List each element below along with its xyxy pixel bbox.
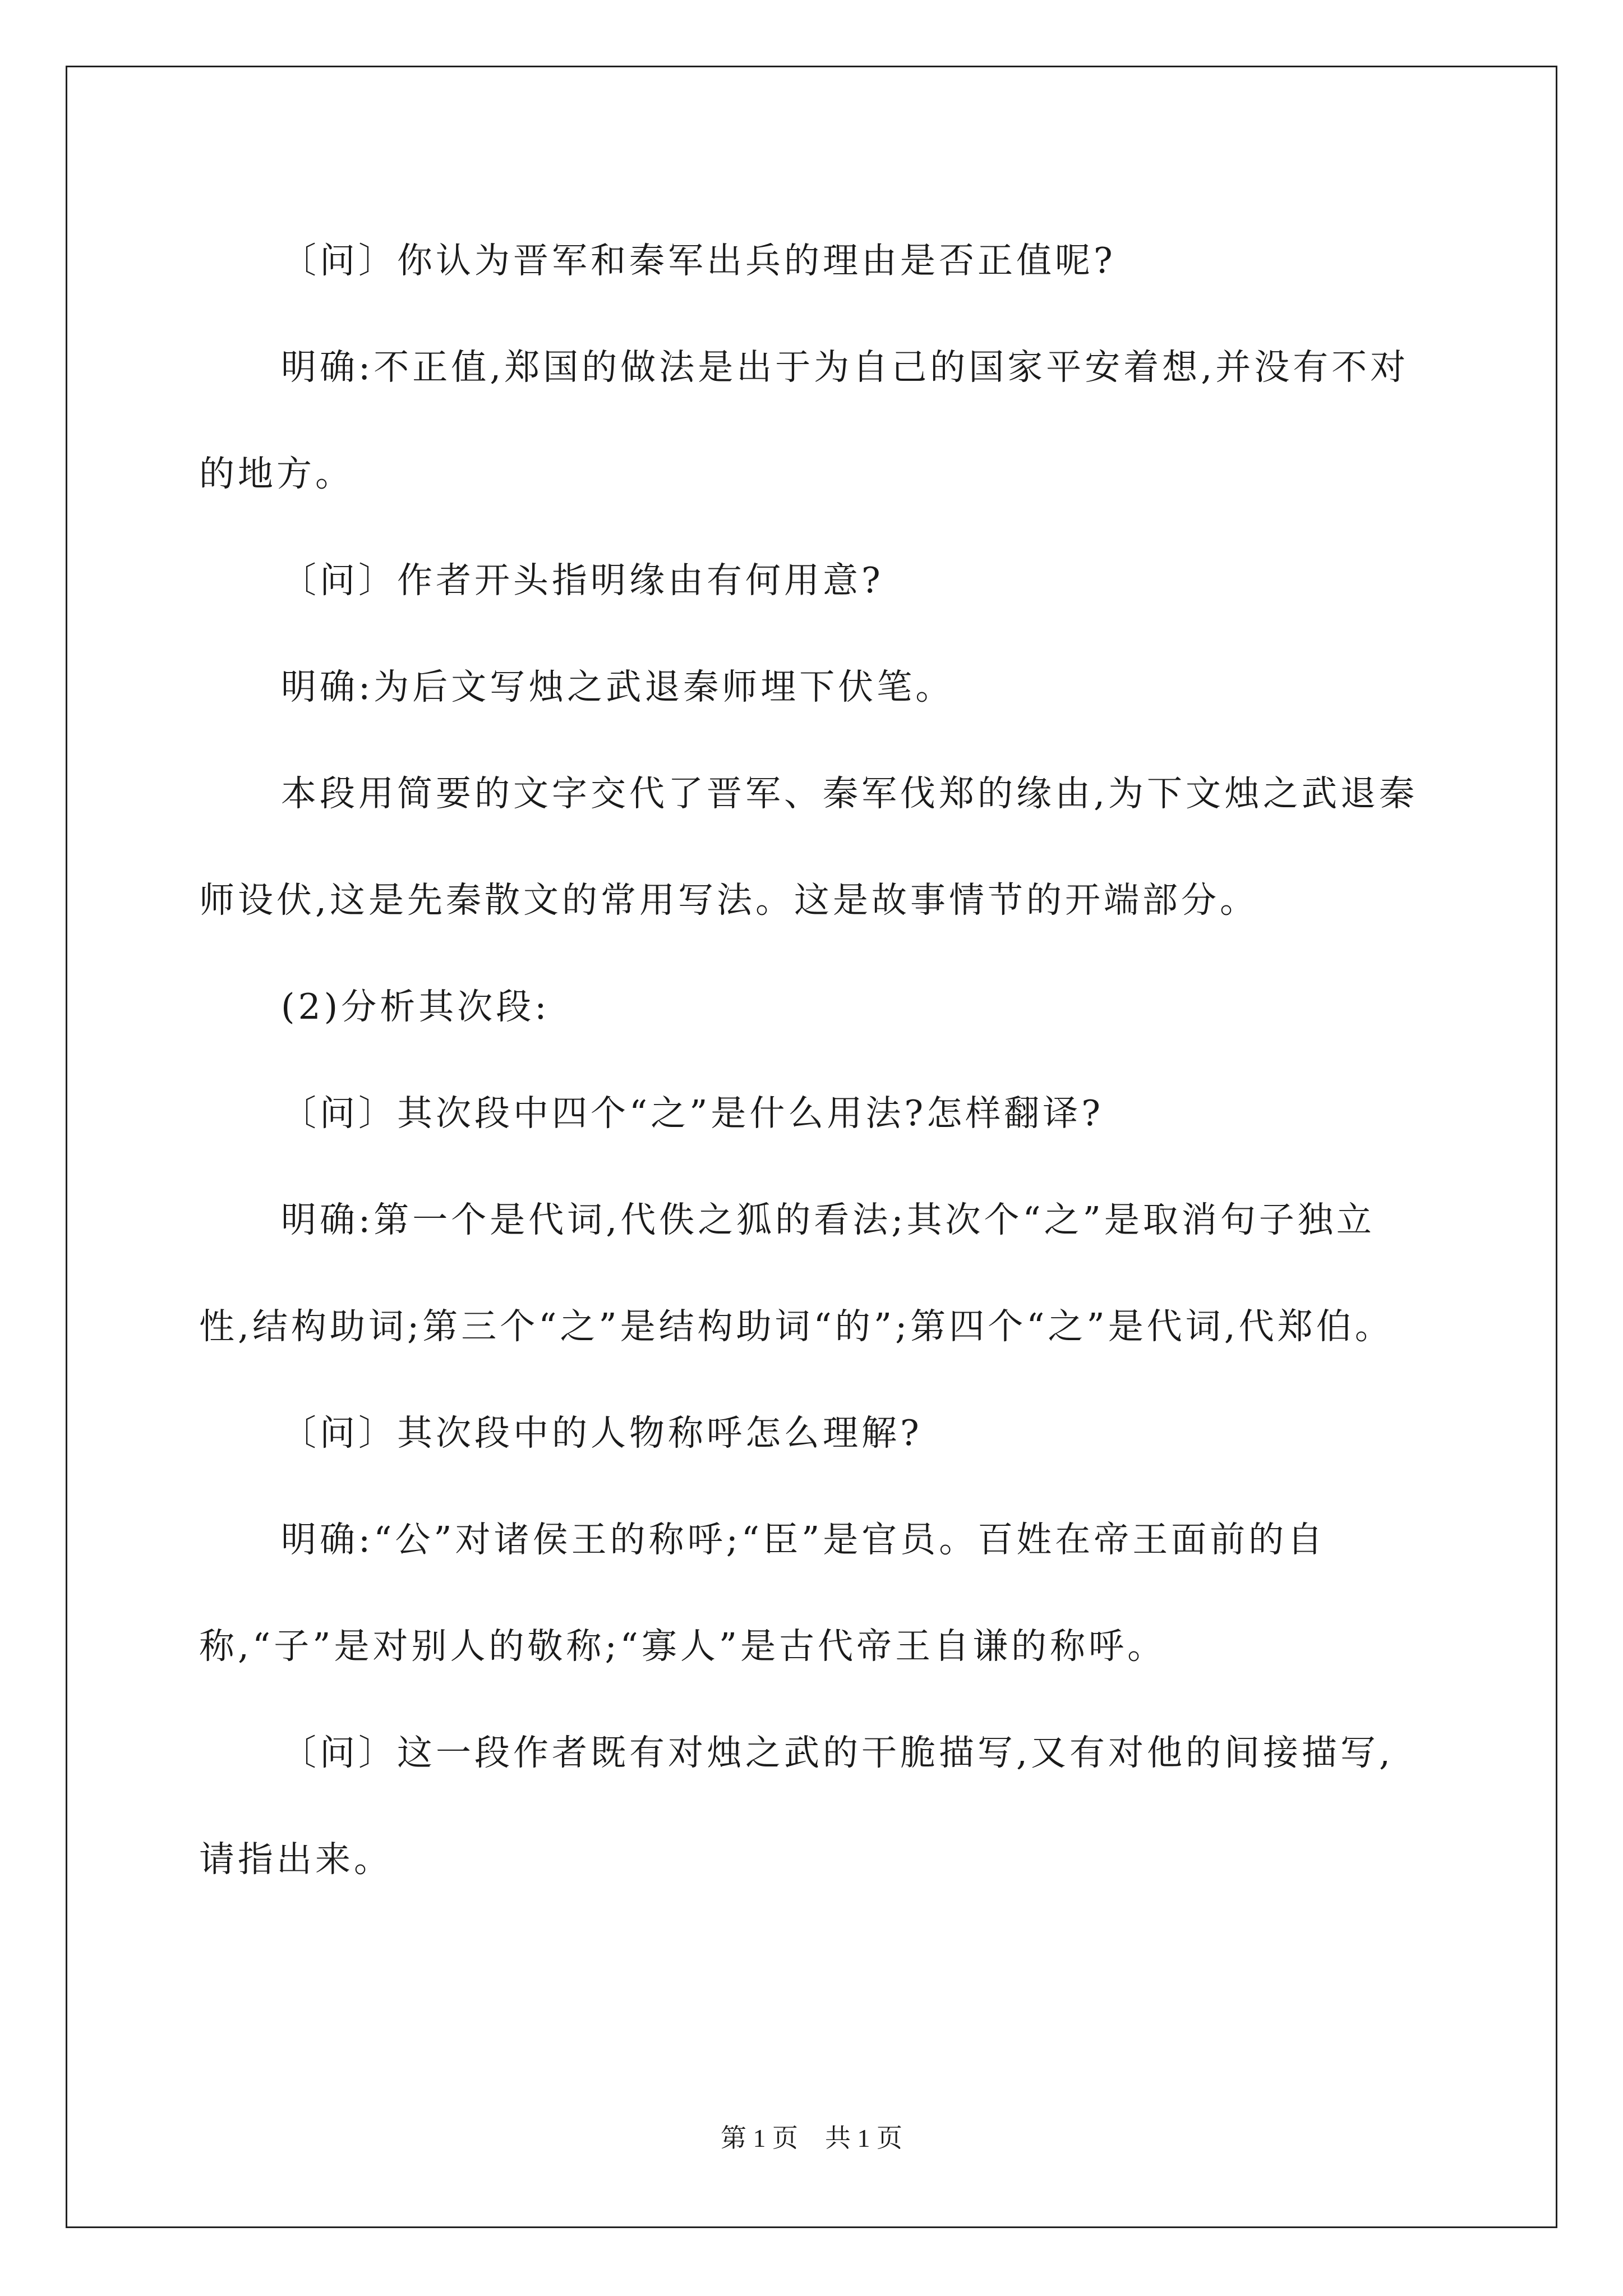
section-heading: (2)分析其次段: [281,986,550,1027]
page-footer [0,2118,1623,2155]
answer-paragraph: 明确:第一个是代词,代佚之狐的看法;其次个“之”是取消句子独立性,结构助词;第三个“之”是结构助词“的”;第四个“之”是代词,代郑伯。 [199,1199,1394,1347]
answer-paragraph: 明确:不正值,郑国的做法是出于为自己的国家平安着想,并没有不对的地方。 [199,347,1409,494]
summary-paragraph: 本段用简要的文字交代了晋军、秦军伐郑的缘由,为下文烛之武退秦师设伏,这是先秦散文的常用写法。这是故事情节的开端部分。 [199,773,1418,921]
answer-paragraph: 明确:为后文写烛之武退秦师埋下伏笔。 [281,666,955,707]
question-paragraph: 〔问〕其次段中四个“之”是什么用法?怎样翻译? [281,1093,1104,1134]
question-paragraph: 〔问〕你认为晋军和秦军出兵的理由是否正值呢? [281,240,1116,281]
page-number: 第 1 页 [721,2124,798,2152]
document-body [199,208,1427,1913]
question-paragraph: 〔问〕这一段作者既有对烛之武的干脆描写,又有对他的间接描写,请指出来。 [199,1732,1394,1880]
answer-paragraph: 明确:“公”对诸侯王的称呼;“臣”是官员。百姓在帝王面前的自称,“子”是对别人的敬称;“寡人”是古代帝王自谦的称呼。 [199,1519,1326,1667]
question-paragraph: 〔问〕其次段中的人物称呼怎么理解? [281,1412,923,1453]
page-total: 共 1 页 [825,2124,902,2152]
question-paragraph: 〔问〕作者开头指明缘由有何用意? [281,560,884,601]
